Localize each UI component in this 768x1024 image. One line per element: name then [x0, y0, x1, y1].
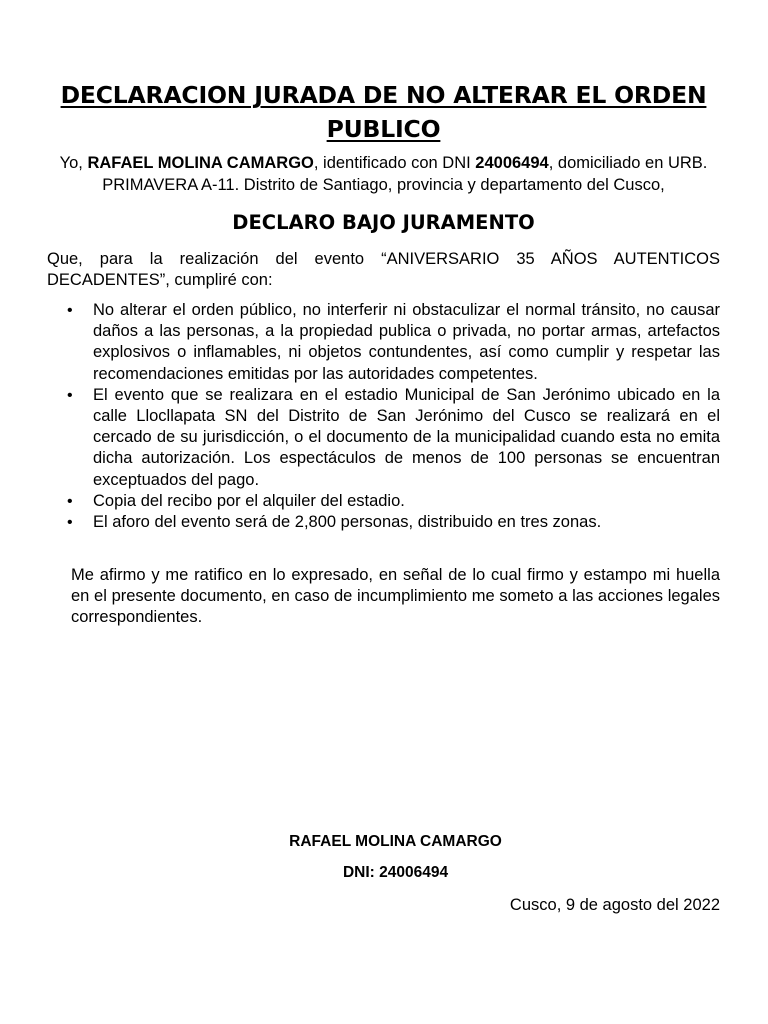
list-item-text: El evento que se realizara en el estadio Municipal de San Jerónimo ubicado en la calle Llocllapata SN del Distrito de San Jerónimo del Cusco se realizará en el cercado de su jurisdicción, o el documento de la municipalidad cuando esta no emita dicha autorización. Los espectáculos de menos de 100 personas se encuentran exceptuados del pago.	[93, 385, 720, 489]
document-title: DECLARACION JURADA DE NO ALTERAR EL ORDEN PUBLICO	[60, 81, 707, 143]
list-item-text: No alterar el orden público, no interferir ni obstaculizar el normal tránsito, no causar daños a las personas, a la propiedad publica o privada, no portar armas, artefactos explosivos o inflamables, ni objetos contundentes, así como cumplir y respetar las recomendaciones emitidas por las autoridades competentes.	[93, 301, 720, 383]
intro-paragraph	[47, 153, 720, 196]
declaration-heading: DECLARO BAJO JURAMENTO	[232, 211, 535, 234]
list-item	[47, 512, 720, 533]
intro-text-1: Yo,	[59, 154, 88, 172]
bullet-icon: •	[67, 386, 73, 404]
bullet-icon: •	[67, 514, 73, 532]
declarant-name: RAFAEL MOLINA CAMARGO	[87, 154, 314, 172]
place-date: Cusco, 9 de agosto del 2022	[509, 896, 720, 914]
intro-text-3: , domiciliado en URB. PRIMAVERA A-11. Distrito de Santiago, provincia y departamento del Cusco,	[102, 154, 708, 194]
closing-paragraph: Me afirmo y me ratifico en lo expresado, en señal de lo cual firmo y estampo mi huella en el presente documento, en caso de incumplimiento me someto a las acciones legales correspondientes.	[71, 566, 720, 626]
list-item	[47, 491, 720, 512]
bullet-icon: •	[67, 302, 73, 319]
declarant-dni: 24006494	[475, 154, 549, 172]
list-item-text: Copia del recibo por el alquiler del estadio.	[93, 491, 405, 510]
list-item	[47, 385, 720, 491]
list-item	[47, 300, 720, 385]
lead-paragraph: Que, para la realización del evento “ANIVERSARIO 35 AÑOS AUTENTICOS DECADENTES”, cumpliré con:	[47, 250, 720, 289]
commitments-list	[47, 300, 720, 533]
signature-name: RAFAEL MOLINA CAMARGO	[289, 833, 502, 850]
intro-text-2: , identificado con DNI	[313, 154, 476, 172]
document-page	[47, 0, 720, 1024]
signature-dni: DNI: 24006494	[342, 864, 449, 881]
list-item-text: El aforo del evento será de 2,800 personas, distribuido en tres zonas.	[93, 513, 602, 532]
bullet-icon: •	[67, 492, 73, 510]
